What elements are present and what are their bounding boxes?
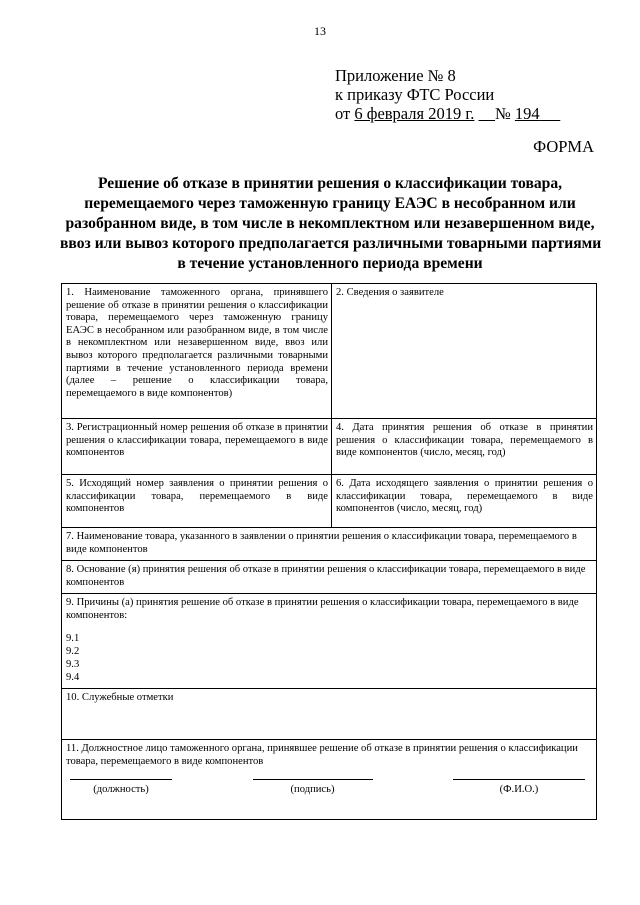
- field-4-decision-date[interactable]: 4. Дата принятия решения об отказе в принятии решения о классификации товара, перемещаемого в виде компонентов (число, месяц, год): [332, 419, 597, 475]
- appendix-date-line: [335, 104, 560, 123]
- signature-sign-label: (подпись): [290, 783, 335, 795]
- field-11-official: [62, 740, 597, 820]
- appendix-date: 6 февраля 2019 г.: [354, 104, 475, 123]
- field-5-outgoing-number[interactable]: 5. Исходящий номер заявления о принятии решения о классификации товара, перемещаемого в виде компонентов: [62, 475, 332, 528]
- title-line: в течение установленного периода времени: [177, 255, 483, 272]
- appendix-number: 194: [514, 104, 540, 123]
- form-label: ФОРМА: [533, 137, 594, 156]
- reason-item[interactable]: 9.1: [66, 632, 80, 644]
- field-2-applicant-info[interactable]: 2. Сведения о заявителе: [332, 284, 597, 419]
- title-line: Решение об отказе в принятии решения о классификации товара,: [97, 175, 563, 192]
- field-3-registration-number[interactable]: 3. Регистрационный номер решения об отказе в принятии решения о классификации товара, перемещаемого в виде компонентов: [62, 419, 332, 475]
- reason-item[interactable]: 9.2: [66, 645, 80, 657]
- title-line: разобранном виде, в том числе в некомплектном или незавершенном виде,: [65, 215, 595, 232]
- field-7-goods-name[interactable]: 7. Наименование товара, указанного в заявлении о принятии решения о классификации товара, перемещаемого в виде компонентов: [62, 528, 597, 561]
- reason-item[interactable]: 9.3: [66, 658, 80, 670]
- title-line: ввоз или вывоз которого предполагается различными товарными партиями: [60, 235, 602, 252]
- field-9-reasons[interactable]: [62, 594, 597, 689]
- appendix-order: к приказу ФТС России: [335, 85, 495, 104]
- title-line: перемещаемого через таможенную границу ЕАЭС в несобранном или: [84, 195, 576, 212]
- page-number: 13: [314, 24, 326, 38]
- field-1-customs-body[interactable]: 1. Наименование таможенного органа, принявшего решение об отказе в принятии решения о классификации товара, перемещаемого через таможенную границу ЕАЭС в несобранном или разобранном виде, в том числе в некомплектном или незавершенном виде, ввоз или вывоз которого предполагается различными товарными партиями в течение установленного периода времени (далее – решение о классификации товара, перемещаемого в виде компонентов): [62, 284, 332, 419]
- field-8-grounds[interactable]: 8. Основание (я) принятия решения об отказе в принятии решения о классификации товара, перемещаемого в виде компонентов: [62, 561, 597, 594]
- signature-name-label: (Ф.И.О.): [499, 783, 539, 795]
- appendix-date-prefix: от: [335, 104, 351, 123]
- signature-position-label: (должность): [93, 783, 149, 795]
- field-9-label: 9. Причины (а) принятия решение об отказе в принятии решения о классификации товара, перемещаемого в виде компонентов:: [66, 597, 579, 621]
- signature-position[interactable]: [70, 779, 172, 797]
- reason-item[interactable]: 9.4: [66, 671, 80, 683]
- document-title: [60, 174, 600, 274]
- form-table: [61, 283, 597, 820]
- field-6-application-date[interactable]: 6. Дата исходящего заявления о принятии решения о классификации товара, перемещаемого в виде компонентов (число, месяц, год): [332, 475, 597, 528]
- appendix-title: Приложение № 8: [335, 66, 456, 85]
- signature-line: [66, 779, 593, 797]
- field-10-service-notes[interactable]: 10. Служебные отметки: [62, 689, 597, 740]
- signature-name[interactable]: [453, 779, 585, 797]
- appendix-number-prefix: №: [495, 104, 511, 123]
- signature-sign[interactable]: [253, 779, 373, 797]
- field-11-label: 11. Должностное лицо таможенного органа, принявшее решение об отказе в принятии решения о классификации товара, перемещаемого в виде компонентов: [66, 743, 578, 767]
- appendix-header: [335, 66, 560, 123]
